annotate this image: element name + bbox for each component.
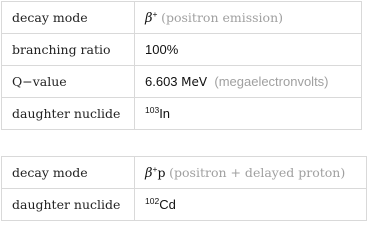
table-row-decay-mode	[2, 2, 362, 34]
beta-symbol: β	[145, 10, 153, 26]
beta-charge-sup: +	[152, 8, 158, 19]
daughter-element: In	[159, 106, 171, 121]
decay-mode-note: (positron emission)	[161, 9, 284, 25]
branching-ratio-label: branching ratio	[2, 34, 135, 66]
decay-mode-value	[135, 157, 367, 189]
decay-properties-table-1	[1, 1, 362, 130]
table-row-q-value	[2, 66, 362, 98]
daughter-element: Cd	[159, 197, 176, 212]
daughter-nuclide-value	[135, 189, 367, 221]
table-row-daughter-nuclide	[2, 189, 367, 221]
table-row-daughter-nuclide	[2, 98, 362, 130]
daughter-mass-number: 102	[145, 196, 160, 206]
decay-mode-label: decay mode	[2, 2, 135, 34]
table-row-branching-ratio	[2, 34, 362, 66]
decay-properties-table-2	[1, 156, 367, 221]
daughter-nuclide-value	[135, 98, 362, 130]
branching-ratio-value: 100%	[135, 34, 362, 66]
proton-symbol: p	[157, 164, 166, 180]
table-row-decay-mode	[2, 157, 367, 189]
daughter-nuclide-label: daughter nuclide	[2, 98, 135, 130]
q-value-number: 6.603	[145, 74, 178, 89]
q-value-unit-note: (megaelectronvolts)	[214, 74, 329, 89]
decay-mode-value	[135, 2, 362, 34]
decay-mode-label: decay mode	[2, 157, 135, 189]
q-value-unit: MeV	[181, 75, 208, 89]
daughter-nuclide-label: daughter nuclide	[2, 189, 135, 221]
beta-charge-sup: +	[152, 163, 158, 174]
q-value-label: Q−value	[2, 66, 135, 98]
q-value-value	[135, 66, 362, 98]
beta-symbol: β	[145, 165, 153, 181]
daughter-mass-number: 103	[145, 105, 160, 115]
decay-mode-note: (positron + delayed proton)	[169, 164, 346, 180]
